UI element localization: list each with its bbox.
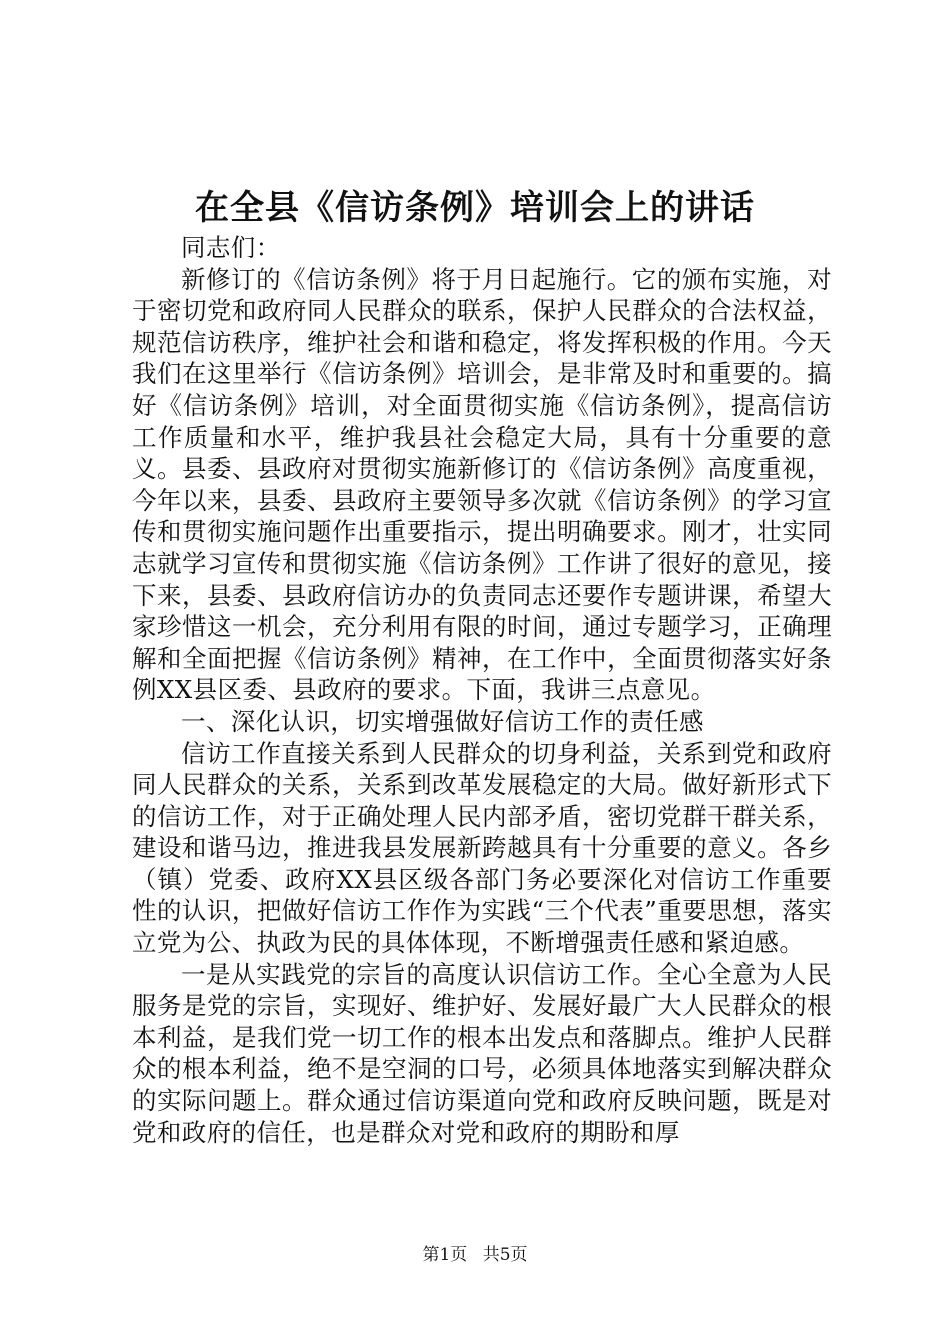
body-paragraph: 一是从实践党的宗旨的高度认识信访工作。全心全意为人民服务是党的宗旨，实现好、维护好、发展好最广大人民群众的根本利益，是我们党一切工作的根本出发点和落脚点。维护人民群众的根本利益，绝不是空洞的口号，必须具体地落实到解决群众的实际问题上。群众通过信访渠道向党和政府反映问题，既是对党和政府的信任，也是群众对党和政府的期盼和厚 bbox=[132, 959, 832, 1147]
body-paragraph: 信访工作直接关系到人民群众的切身利益，关系到党和政府同人民群众的关系，关系到改革发展稳定的大局。做好新形式下的信访工作，对于正确处理人民内部矛盾，密切党群干群关系，建设和谐马边，推进我县发展新跨越具有十分重要的意义。各乡（镇）党委、政府XX县区级各部门务必要深化对信访工作重要性的认识，把做好信访工作作为实践“三个代表”重要思想，落实立党为公、执政为民的具体体现，不断增强责任感和紧迫感。 bbox=[132, 738, 832, 958]
document-title: 在全县《信访条例》培训会上的讲话 bbox=[195, 188, 755, 228]
document-body bbox=[132, 232, 832, 1148]
page-footer bbox=[0, 1244, 950, 1266]
body-paragraph: 新修订的《信访条例》将于月日起施行。它的颁布实施，对于密切党和政府同人民群众的联系，保护人民群众的合法权益，规范信访秩序，维护社会和谐和稳定，将发挥积极的作用。今天我们在这里举行《信访条例》培训会，是非常及时和重要的。搞好《信访条例》培训，对全面贯彻实施《信访条例》，提高信访工作质量和水平，维护我县社会稳定大局，具有十分重要的意义。县委、县政府对贯彻实施新修订的《信访条例》高度重视，今年以来，县委、县政府主要领导多次就《信访条例》的学习宣传和贯彻实施问题作出重要指示，提出明确要求。刚才，壮实同志就学习宣传和贯彻实施《信访条例》工作讲了很好的意见，接下来，县委、县政府信访办的负责同志还要作专题讲课，希望大家珍惜这一机会，充分利用有限的时间，通过专题学习，正确理解和全面把握《信访条例》精神，在工作中，全面贯彻落实好条例XX县区委、县政府的要求。下面，我讲三点意见。 bbox=[132, 264, 832, 705]
section-heading: 一、深化认识，切实增强做好信访工作的责任感 bbox=[181, 706, 704, 736]
salutation-paragraph: 同志们： bbox=[181, 233, 281, 262]
total-pages: 共5页 bbox=[482, 1245, 528, 1265]
page-number: 第1页 bbox=[422, 1245, 468, 1265]
